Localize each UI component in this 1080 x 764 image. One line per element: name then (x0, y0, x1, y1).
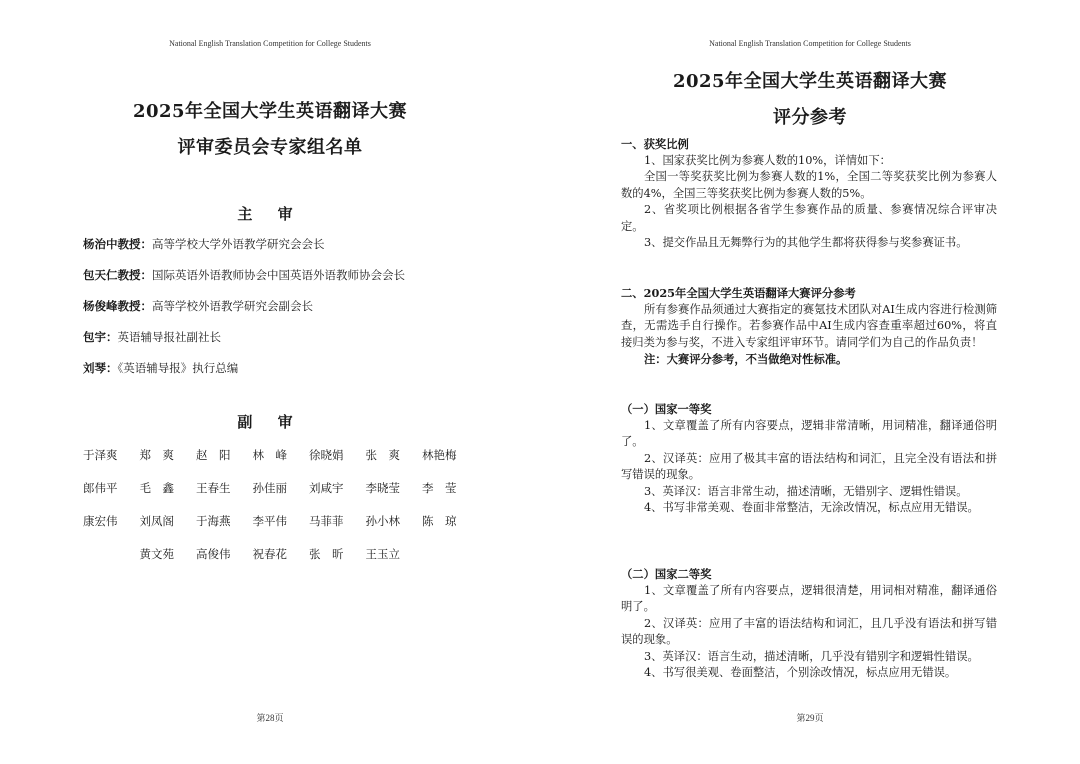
page-subtitle: 评审委员会专家组名单 (177, 137, 363, 158)
chief-judge-item (83, 329, 221, 345)
deputy-name: 孙小林 (365, 514, 400, 528)
section-heading: 二、2025年全国大学生英语翻译大赛评分参考 (621, 286, 856, 300)
judge-name: 刘琴： (83, 361, 118, 375)
page-title: 2025年全国大学生英语翻译大赛 (132, 101, 408, 122)
deputy-name: 孙佳丽 (252, 481, 287, 495)
section-heading: 一、获奖比例 (621, 137, 689, 151)
page-subtitle: 评分参考 (773, 107, 847, 128)
deputy-name: 郑 爽 (139, 448, 174, 462)
chief-judge-item (83, 267, 405, 283)
deputy-name: 王玉立 (365, 547, 400, 561)
deputy-names-row (83, 546, 463, 562)
judge-role: 高等学校外语教学研究会副会长 (152, 299, 313, 313)
criteria-item: 4、书写很美观、卷面整洁，个别涂改情况，标点应用无错误。 (644, 666, 957, 679)
criteria-item: 3、英译汉：语言非常生动，描述清晰，无错别字、逻辑性错误。 (644, 484, 968, 498)
first-prize-section (621, 401, 997, 517)
deputy-name: 李晓莹 (365, 481, 400, 495)
chief-judges-heading: 主 审 (237, 205, 303, 223)
judge-role: 《英语辅导报》执行总编 (117, 361, 239, 375)
section-heading: （一）国家一等奖 (621, 402, 712, 416)
deputy-name: 马菲菲 (309, 514, 344, 528)
deputy-name: 李 莹 (422, 481, 457, 495)
judge-name: 包天仁教授： (83, 268, 152, 282)
judge-role: 国际英语外语教师协会中国英语外语教师协会会长 (152, 268, 405, 282)
paragraph: 全国一等奖获奖比例为参赛人数的1%，全国二等奖获奖比例为参赛人数的4%，全国三等奖获奖比例为参赛人数的5%。 (621, 170, 997, 200)
deputy-name: 于泽爽 (83, 448, 118, 462)
deputy-name: 郎伟平 (83, 481, 118, 495)
page-number: 第28页 (256, 713, 284, 723)
deputy-name: 于海燕 (196, 514, 231, 528)
note: 注：大赛评分参考，不当做绝对性标准。 (644, 352, 848, 366)
deputy-name: 祝春花 (252, 547, 287, 561)
paragraph: 2、省奖项比例根据各省学生参赛作品的质量、参赛情况综合评审决定。 (621, 203, 997, 233)
deputy-name: 林艳梅 (422, 448, 457, 462)
page-header: National English Translation Competition for College Students (169, 39, 371, 48)
deputy-names-row (83, 480, 463, 496)
chief-judge-item (83, 360, 238, 376)
criteria-item: 2、汉译英：应用了极其丰富的语法结构和词汇，且完全没有语法和拼写错误的现象。 (621, 451, 997, 481)
deputy-judges-heading: 副 审 (237, 413, 303, 431)
judge-role: 英语辅导报社副社长 (117, 330, 221, 344)
award-ratio-section (621, 136, 997, 252)
criteria-item: 1、文章覆盖了所有内容要点，逻辑非常清晰，用词精准，翻译通俗明了。 (621, 418, 997, 448)
paragraph: 3、提交作品且无舞弊行为的其他学生都将获得参与奖参赛证书。 (644, 236, 968, 249)
judge-role: 高等学校大学外语教学研究会会长 (152, 237, 325, 251)
section-heading: （二）国家二等奖 (621, 567, 712, 581)
deputy-names-row (83, 513, 463, 529)
page-header: National English Translation Competition for College Students (709, 39, 911, 48)
deputy-name: 毛 鑫 (139, 481, 174, 495)
deputy-name: 王春生 (196, 481, 231, 495)
deputy-name: 李平伟 (252, 514, 287, 528)
deputy-name: 刘咸宇 (309, 481, 344, 495)
judge-name: 包宇： (83, 330, 118, 344)
paragraph: 所有参赛作品须通过大赛指定的赛氪技术团队对AI生成内容进行检测筛查，无需选手自行操作。若参赛作品中AI生成内容查重率超过60%，将直接归类为参与奖，不进入专家组评审环节。请同学们为自己的作品负责！ (621, 302, 997, 349)
deputy-name: 张 昕 (309, 547, 344, 561)
deputy-name: 刘凤阁 (139, 514, 174, 528)
judge-name: 杨治中教授： (83, 237, 152, 251)
chief-judge-item (83, 236, 325, 252)
deputy-name: 徐晓娟 (309, 448, 344, 462)
deputy-name: 康宏伟 (83, 514, 118, 528)
deputy-name: 林 峰 (252, 448, 287, 462)
judge-name: 杨俊峰教授： (83, 299, 152, 313)
scoring-reference-section (621, 285, 997, 368)
criteria-item: 4、书写非常美观、卷面非常整洁，无涂改情况，标点应用无错误。 (644, 501, 979, 514)
deputy-name: 黄文苑 (139, 547, 174, 561)
criteria-item: 3、英译汉：语言生动，描述清晰，几乎没有错别字和逻辑性错误。 (644, 649, 979, 663)
second-prize-section (621, 566, 997, 682)
page-title: 2025年全国大学生英语翻译大赛 (672, 71, 948, 92)
chief-judge-item (83, 298, 313, 314)
deputy-name: 高俊伟 (196, 547, 231, 561)
criteria-item: 2、汉译英：应用了丰富的语法结构和词汇，且几乎没有语法和拼写错误的现象。 (621, 616, 997, 646)
deputy-names-row (83, 447, 463, 463)
page-number: 第29页 (796, 713, 824, 723)
deputy-name: 赵 阳 (196, 448, 231, 462)
criteria-item: 1、文章覆盖了所有内容要点，逻辑很清楚，用词相对精准，翻译通俗明了。 (621, 583, 997, 613)
deputy-name: 张 爽 (365, 448, 400, 462)
paragraph: 1、国家获奖比例为参赛人数的10%，详情如下： (644, 153, 891, 167)
deputy-name: 陈 琼 (422, 514, 457, 528)
